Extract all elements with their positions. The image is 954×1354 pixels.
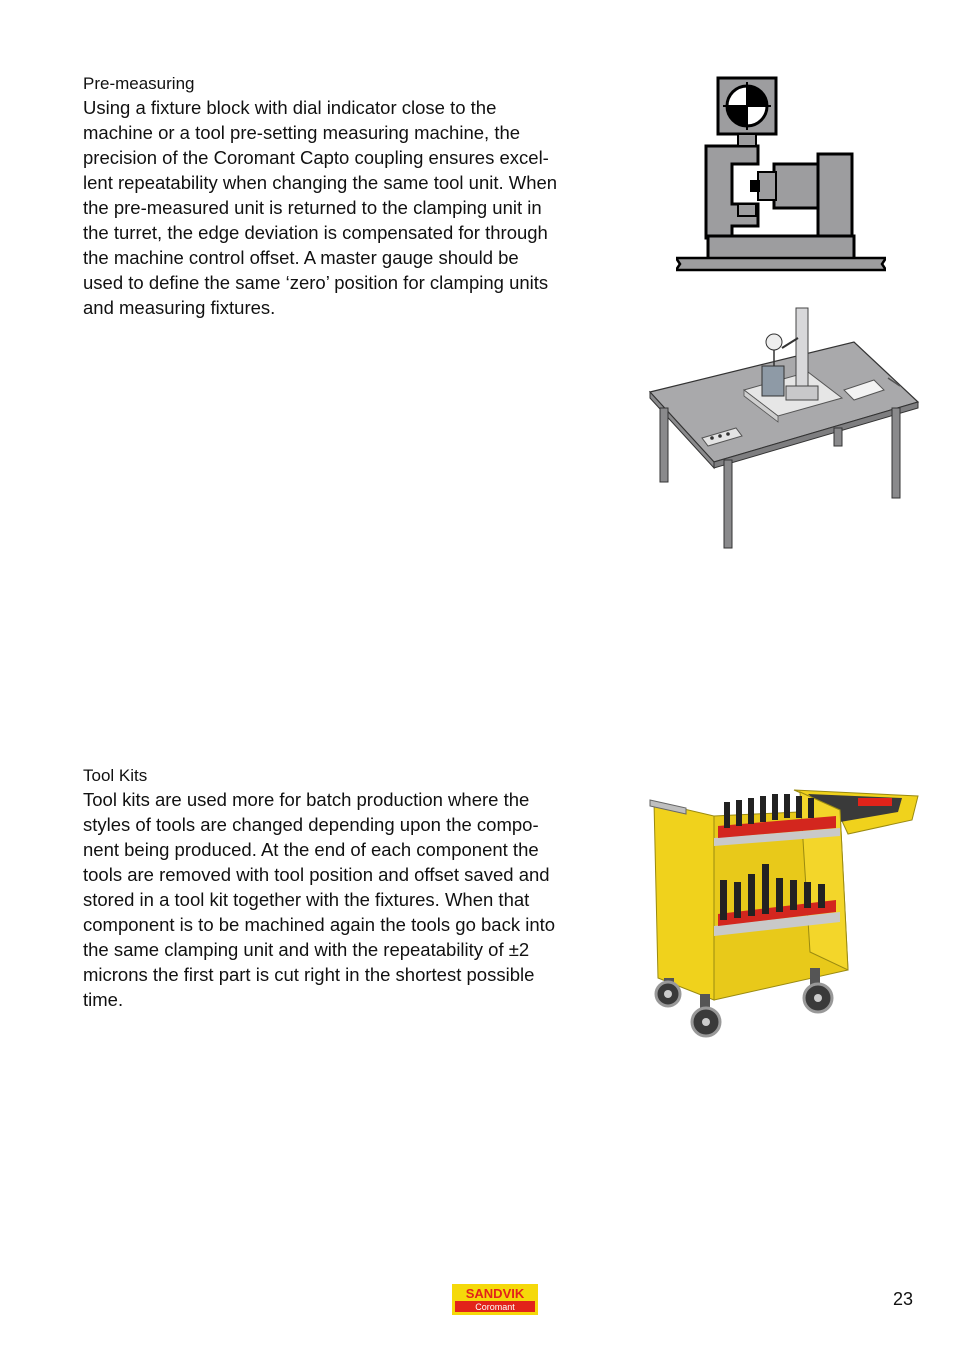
paragraph-line: used to define the same ‘zero’ position for clamping units xyxy=(83,272,549,293)
sandvik-coromant-logo xyxy=(452,1284,538,1315)
paragraph-line: the pre-measured unit is returned to the clamping unit in xyxy=(83,197,542,218)
paragraph-line: lent repeatability when changing the same tool unit. When xyxy=(83,172,558,193)
machine-presetter-illustration xyxy=(676,76,886,274)
paragraph-line: component is to be machined again the tools go back into xyxy=(83,914,556,935)
pre-measuring-heading: Pre-measuring xyxy=(83,74,195,93)
paragraph-line: Using a fixture block with dial indicator close to the xyxy=(83,97,497,118)
paragraph-line: and measuring fixtures. xyxy=(83,297,276,318)
page-number: 23 xyxy=(893,1289,914,1309)
tool-kits-section xyxy=(83,765,613,1012)
paragraph-line: microns the first part is cut right in the shortest possible xyxy=(83,964,535,985)
tool-cart-photo xyxy=(640,782,920,1042)
paragraph-line: styles of tools are changed depending upon the compo- xyxy=(83,814,539,835)
pre-measuring-section xyxy=(83,73,613,320)
paragraph-line: time. xyxy=(83,989,124,1010)
paragraph-line: the turret, the edge deviation is compensated for through xyxy=(83,222,548,243)
paragraph-line: the machine control offset. A master gauge should be xyxy=(83,247,519,268)
paragraph-line: machine or a tool pre-setting measuring machine, the xyxy=(83,122,521,143)
paragraph-line: tools are removed with tool position and offset saved and xyxy=(83,864,550,885)
paragraph-line: stored in a tool kit together with the fixtures. When that xyxy=(83,889,530,910)
tool-kits-paragraph xyxy=(83,787,613,1012)
paragraph-line: Tool kits are used more for batch production where the xyxy=(83,789,530,810)
dial-gauge-icon xyxy=(766,334,782,350)
tool-kits-heading: Tool Kits xyxy=(83,766,148,785)
logo-sub-text: Coromant xyxy=(475,1302,515,1312)
pre-measuring-paragraph xyxy=(83,95,613,320)
paragraph-line: the same clamping unit and with the repeatability of ±2 xyxy=(83,939,530,960)
measuring-table-illustration xyxy=(648,298,920,550)
paragraph-line: nent being produced. At the end of each component the xyxy=(83,839,539,860)
paragraph-line: precision of the Coromant Capto coupling ensures excel- xyxy=(83,147,549,168)
logo-brand-text: SANDVIK xyxy=(465,1286,525,1301)
